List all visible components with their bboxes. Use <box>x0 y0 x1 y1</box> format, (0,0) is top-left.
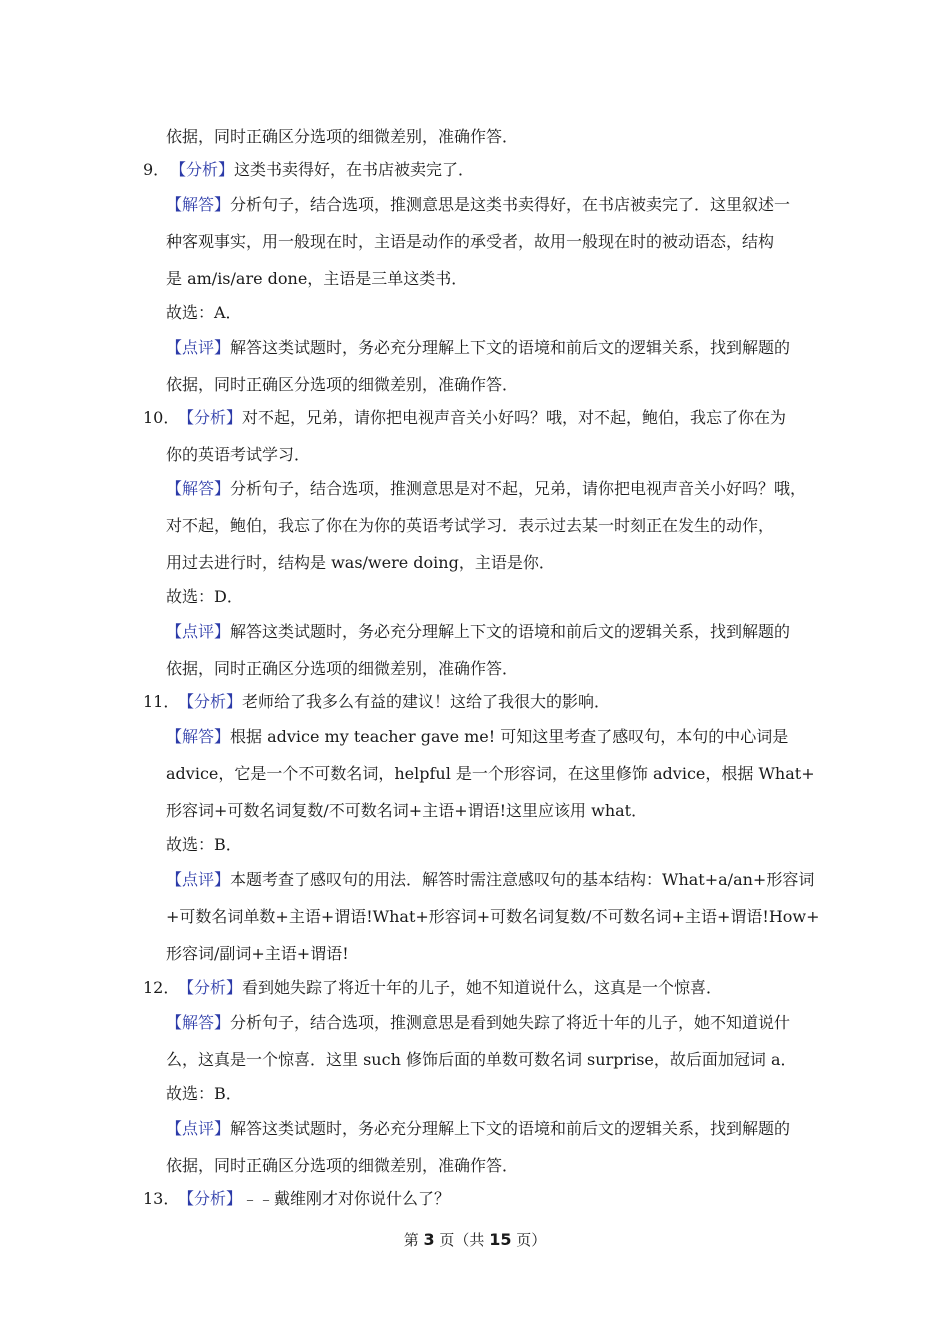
item-12-comment-line-2: 依据，同时正确区分选项的细微差别，准确作答． <box>166 1156 519 1175</box>
item-11-answer-text: 根据 advice my teacher gave me! 可知这里考查了感叹句，本句的中心词是 <box>230 727 789 746</box>
item-12-answer-text: 分析句子，结合选项，推测意思是看到她失踪了将近十年的儿子，她不知道说什 <box>230 1013 791 1032</box>
item-10-number: 10． <box>143 408 180 427</box>
item-10-comment-text: 解答这类试题时，务必充分理解上下文的语境和前后文的逻辑关系，找到解题的 <box>230 622 791 641</box>
item-10-comment-line-2: 依据，同时正确区分选项的细微差别，准确作答． <box>166 659 519 678</box>
comment-tag: 【点评】 <box>166 1119 231 1138</box>
item-12-choice: 故选：B． <box>166 1084 242 1103</box>
item-9-answer-line-1 <box>166 195 790 215</box>
item-11-analysis-line <box>178 692 610 712</box>
item-12-comment-text: 解答这类试题时，务必充分理解上下文的语境和前后文的逻辑关系，找到解题的 <box>230 1119 791 1138</box>
comment-tag: 【点评】 <box>166 338 231 357</box>
item-9-comment-line-2: 依据，同时正确区分选项的细微差别，准确作答． <box>166 375 519 394</box>
item-12-number: 12． <box>143 978 180 997</box>
item-13-number: 13． <box>143 1189 180 1208</box>
footer-prefix: 第 <box>403 1231 419 1249</box>
item-11-comment-text: 本题考查了感叹句的用法．解答时需注意感叹句的基本结构：What+a/an+形容词 <box>230 870 815 889</box>
item-9-number: 9． <box>143 160 170 179</box>
item-11-number: 11． <box>143 692 180 711</box>
item-12-analysis: 看到她失踪了将近十年的儿子，她不知道说什么，这真是一个惊喜． <box>242 978 723 997</box>
item-10-choice: 故选：D． <box>166 587 243 606</box>
intro-line: 依据，同时正确区分选项的细微差别，准确作答． <box>166 127 519 146</box>
analysis-tag: 【分析】 <box>178 692 243 711</box>
item-13-analysis: ﹣﹣戴维刚才对你说什么了？ <box>242 1189 451 1208</box>
item-10-analysis-line-2: 你的英语考试学习． <box>166 445 311 464</box>
answer-tag: 【解答】 <box>166 1013 231 1032</box>
item-10-answer-line-3: 用过去进行时，结构是 was/were doing，主语是你． <box>166 553 555 572</box>
item-11-answer-line-1 <box>166 727 788 747</box>
item-11-comment-line-2: +可数名词单数+主语+谓语!What+形容词+可数名词复数/不可数名词+主语+谓语!How+ <box>166 907 820 926</box>
footer-suffix: 页） <box>516 1231 547 1249</box>
page-number: 3 <box>423 1230 435 1249</box>
item-11-answer-line-3: 形容词+可数名词复数/不可数名词+主语+谓语!这里应该用 what． <box>166 801 648 820</box>
page-footer <box>0 1230 950 1250</box>
item-10-answer-line-1 <box>166 479 806 499</box>
comment-tag: 【点评】 <box>166 622 231 641</box>
item-9-comment-line-1 <box>166 338 790 358</box>
item-9-analysis: 这类书卖得好，在书店被卖完了． <box>234 160 475 179</box>
item-11-analysis: 老师给了我多么有益的建议！这给了我很大的影响． <box>242 692 611 711</box>
item-11-choice: 故选：B． <box>166 835 242 854</box>
item-9-answer-line-2: 种客观事实，用一般现在时，主语是动作的承受者，故用一般现在时的被动语态，结构 <box>166 232 775 251</box>
answer-tag: 【解答】 <box>166 727 231 746</box>
item-9-answer-text: 分析句子，结合选项，推测意思是这类书卖得好，在书店被卖完了．这里叙述一 <box>230 195 791 214</box>
item-11-answer-line-2: advice，它是一个不可数名词，helpful 是一个形容词，在这里修饰 advice，根据 What+ <box>166 764 815 783</box>
item-10-analysis-line-1 <box>178 408 786 428</box>
item-12-answer-line-1 <box>166 1013 790 1033</box>
item-10-answer-line-2: 对不起，鲍伯，我忘了你在为你的英语考试学习．表示过去某一时刻正在发生的动作， <box>166 516 775 535</box>
item-13-analysis-line <box>178 1189 450 1209</box>
item-11-comment-line-1 <box>166 870 814 890</box>
item-12-answer-line-2: 么，这真是一个惊喜．这里 such 修饰后面的单数可数名词 surprise，故后面加冠词 a． <box>166 1050 797 1069</box>
analysis-tag: 【分析】 <box>178 978 243 997</box>
item-9-comment-text: 解答这类试题时，务必充分理解上下文的语境和前后文的逻辑关系，找到解题的 <box>230 338 791 357</box>
answer-tag: 【解答】 <box>166 479 231 498</box>
footer-middle: 页（共 <box>439 1231 485 1249</box>
analysis-tag: 【分析】 <box>170 160 235 179</box>
comment-tag: 【点评】 <box>166 870 231 889</box>
item-12-comment-line-1 <box>166 1119 790 1139</box>
item-10-answer-text: 分析句子，结合选项，推测意思是对不起，兄弟，请你把电视声音关小好吗？哦， <box>230 479 807 498</box>
analysis-tag: 【分析】 <box>178 1189 243 1208</box>
analysis-tag: 【分析】 <box>178 408 243 427</box>
item-12-analysis-line <box>178 978 722 998</box>
item-9-choice: 故选：A． <box>166 303 242 322</box>
item-11-comment-line-3: 形容词/副词+主语+谓语! <box>166 944 349 963</box>
total-pages: 15 <box>489 1230 512 1249</box>
item-9-analysis-line <box>170 160 474 180</box>
item-10-comment-line-1 <box>166 622 790 642</box>
answer-tag: 【解答】 <box>166 195 231 214</box>
item-10-analysis-text: 对不起，兄弟，请你把电视声音关小好吗？哦，对不起，鲍伯，我忘了你在为 <box>242 408 787 427</box>
item-9-answer-line-3: 是 am/is/are done，主语是三单这类书． <box>166 269 468 288</box>
